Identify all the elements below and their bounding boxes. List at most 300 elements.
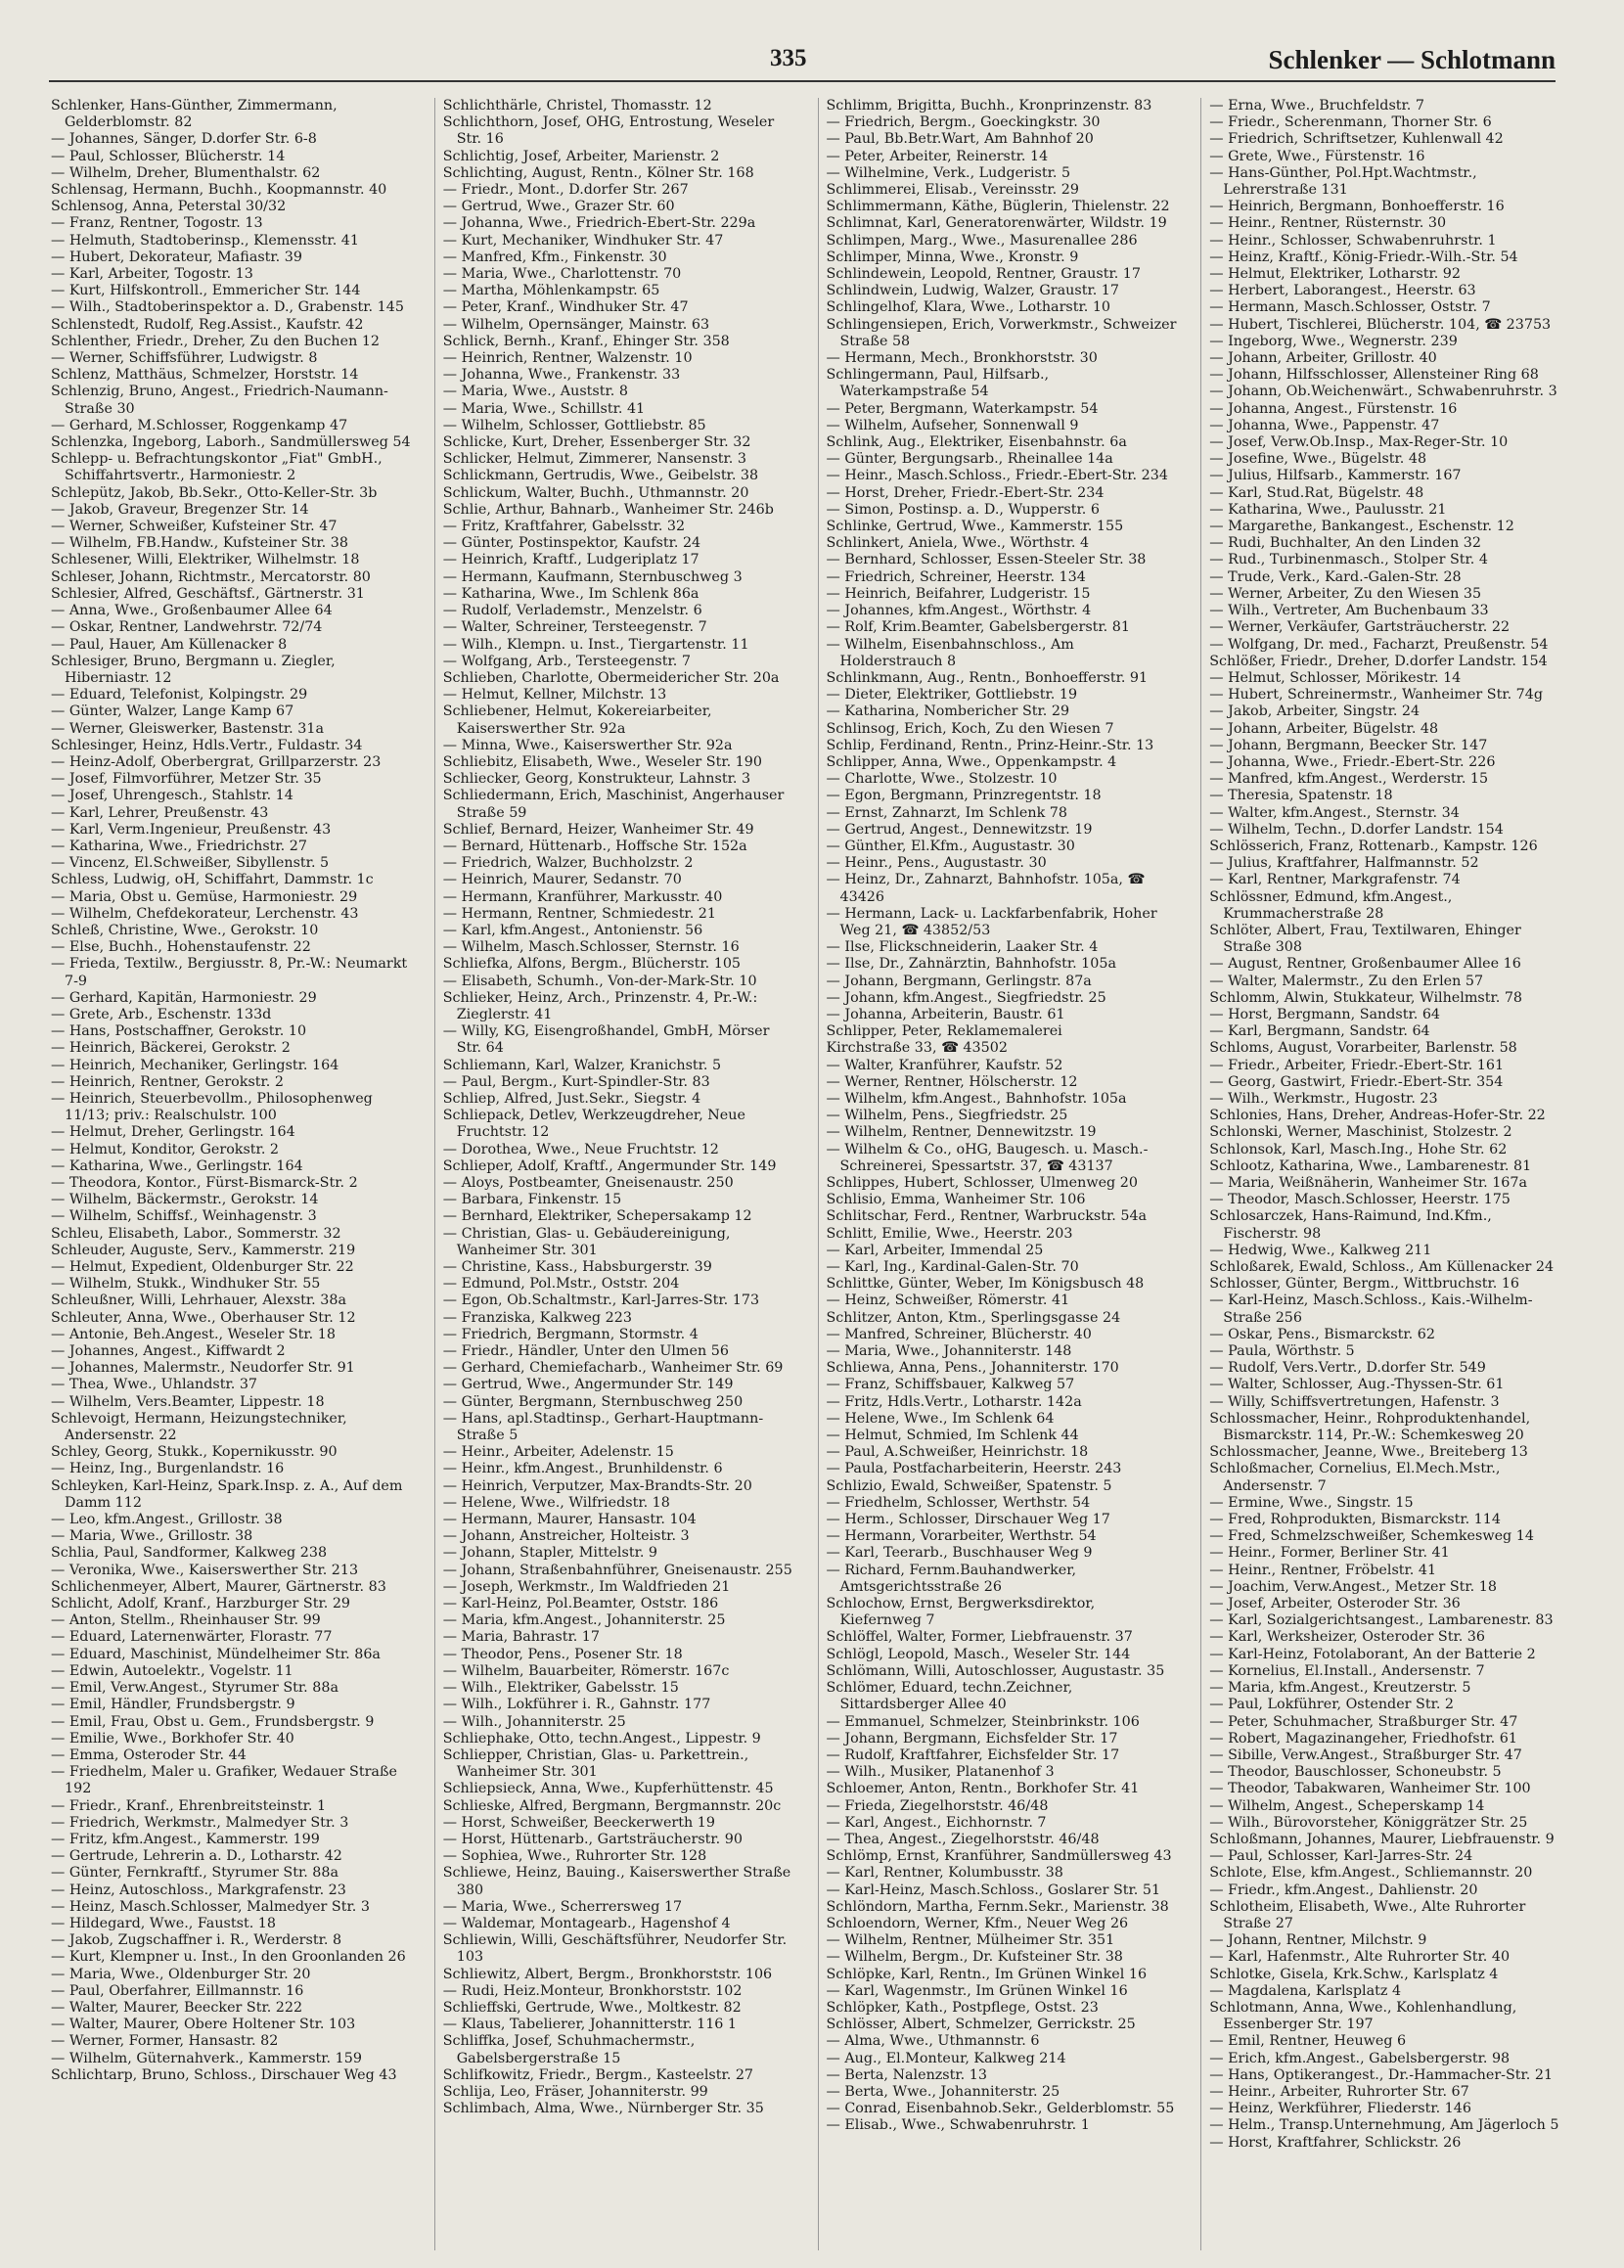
directory-entry: — Christian, Glas- u. Gebäudereinigung, Wanheimer Str. 301 [442, 1225, 731, 1258]
directory-entry: — Johann, Stapler, Mittelstr. 9 [442, 1545, 658, 1562]
directory-entry: — Paul, Bergm., Kurt-Spindler-Str. 83 [442, 1073, 710, 1090]
directory-entry: — Theresia, Spatenstr. 18 [1209, 788, 1393, 804]
directory-entry: — Horst, Bergmann, Sandstr. 64 [1209, 1006, 1441, 1022]
directory-entry: Schlotheim, Elisabeth, Wwe., Alte Ruhrorter Straße 27 [1209, 1898, 1526, 1931]
directory-entry: Schlitschar, Ferd., Rentner, Warbruckstr. 54a [826, 1208, 1148, 1225]
directory-entry: — Fritz, Kraftfahrer, Gabelsstr. 32 [442, 519, 686, 535]
page-header [49, 43, 1556, 82]
directory-entry: Schloßarek, Ewald, Schloss., Am Küllenacker 24 [1209, 1259, 1555, 1276]
directory-entry: Schley, Georg, Stukk., Kopernikusstr. 90 [51, 1444, 338, 1461]
directory-entry: — Paul, Bb.Betr.Wart, Am Bahnhof 20 [826, 131, 1094, 148]
directory-entry: — Maria, kfm.Angest., Johanniterstr. 25 [442, 1612, 726, 1629]
directory-entry: — Aug., El.Monteur, Kalkweg 214 [826, 2050, 1066, 2066]
directory-entry: Schlöndorn, Martha, Fernm.Sekr., Marienstr. 38 [826, 1898, 1169, 1915]
directory-entry: — Heinz, Schweißer, Römerstr. 41 [826, 1293, 1070, 1309]
directory-entry: — Alma, Wwe., Uthmannstr. 6 [826, 2033, 1040, 2050]
directory-entry: Schlosarczek, Hans-Raimund, Ind.Kfm., Fischerstr. 98 [1209, 1208, 1492, 1242]
directory-entry: Schlenz, Matthäus, Schmelzer, Horststr. 14 [51, 367, 359, 384]
directory-entry: — Dorothea, Wwe., Neue Fruchtstr. 12 [442, 1141, 719, 1157]
directory-entry: — Wilhelm, Chefdekorateur, Lerchenstr. 43 [51, 905, 359, 922]
directory-entry: — Wilhelm, Masch.Schlosser, Sternstr. 16 [442, 939, 740, 956]
directory-entry: — Joachim, Verw.Angest., Metzer Str. 18 [1209, 1578, 1497, 1595]
directory-entry: — Günter, Walzer, Lange Kamp 67 [51, 703, 294, 720]
directory-entry: — Johann, Bergmann, Eichsfelder Str. 17 [826, 1730, 1118, 1746]
directory-entry: — Ilse, Flickschneiderin, Laaker Str. 4 [826, 939, 1099, 956]
directory-entry: — Johanna, Wwe., Friedrich-Ebert-Str. 229a [442, 215, 756, 232]
directory-entry: Schlöpke, Karl, Rentn., Im Grünen Winkel 16 [826, 1966, 1148, 1982]
directory-entry: — Maria, Wwe., Charlottenstr. 70 [442, 266, 682, 283]
directory-entry: — Werner, Verkäufer, Gartsträucherstr. 22 [1209, 619, 1511, 636]
directory-entry: — Helmut, Schlosser, Mörikestr. 14 [1209, 669, 1462, 686]
directory-entry: — Hermann, Kaufmann, Sternbuschweg 3 [442, 568, 743, 585]
directory-entry: — Gertrud, Wwe., Angermunder Str. 149 [442, 1377, 734, 1393]
directory-entry: — Heinz, Autoschloss., Markgrafenstr. 23 [51, 1882, 346, 1898]
directory-entry: — Paul, Hauer, Am Küllenacker 8 [51, 636, 288, 653]
directory-entry: — Heinr., Rentner, Fröbelstr. 41 [1209, 1562, 1437, 1578]
directory-entry: Schlichtarp, Bruno, Schloss., Dirschauer Weg 43 [51, 2066, 397, 2083]
directory-entry: — Simon, Postinsp. a. D., Wupperstr. 6 [826, 501, 1100, 518]
directory-entry: — Dieter, Elektriker, Gottliebstr. 19 [826, 687, 1078, 703]
directory-entry: Schlömer, Eduard, techn.Zeichner, Sittardsberger Allee 40 [826, 1680, 1073, 1713]
directory-entry: — Josefine, Wwe., Bügelstr. 48 [1209, 451, 1427, 468]
directory-entry: — Friedrich, Walzer, Buchholzstr. 2 [442, 855, 694, 872]
page-number: 335 [770, 45, 807, 71]
directory-entry: — Franziska, Kalkweg 223 [442, 1309, 632, 1326]
directory-entry: — Walter, kfm.Angest., Sternstr. 34 [1209, 804, 1460, 821]
directory-entry: Schliepper, Christian, Glas- u. Parkettrein., Wanheimer Str. 301 [442, 1746, 749, 1781]
directory-entry: — Berta, Wwe., Johanniterstr. 25 [826, 2083, 1060, 2100]
directory-entry: — Charlotte, Wwe., Stolzestr. 10 [826, 771, 1058, 788]
directory-entry: Schlenstedt, Rudolf, Reg.Assist., Kaufstr. 42 [51, 316, 364, 333]
directory-entry: — Heinr., Arbeiter, Adelenstr. 15 [442, 1444, 674, 1461]
directory-entry: — Gertrude, Lehrerin a. D., Lotharstr. 42 [51, 1848, 342, 1865]
directory-entry: — Leo, kfm.Angest., Grillostr. 38 [51, 1512, 283, 1528]
directory-entry: — Karl-Heinz, Pol.Beamter, Oststr. 186 [442, 1596, 719, 1612]
directory-entry: Schlensog, Anna, Peterstal 30/32 [51, 199, 287, 215]
directory-entry: Schliebitz, Elisabeth, Wwe., Weseler Str. 190 [442, 753, 762, 770]
directory-entry: — Josef, Filmvorführer, Metzer Str. 35 [51, 771, 322, 788]
directory-entry: — Johann, Arbeiter, Grillostr. 40 [1209, 350, 1437, 367]
directory-entry: — Karl-Heinz, Masch.Schloss., Kais.-Wilhelm-Straße 256 [1209, 1293, 1533, 1326]
directory-entry: — Fritz, Hdls.Vertr., Lotharstr. 142a [826, 1393, 1082, 1410]
directory-entry: Schlicht, Adolf, Kranf., Harzburger Str. 29 [51, 1596, 351, 1612]
directory-entry: — Heinrich, Bergmann, Bonhoefferstr. 16 [1209, 199, 1505, 215]
directory-entry: Schlepütz, Jakob, Bb.Sekr., Otto-Keller-Str. 3b [51, 484, 378, 501]
directory-entry: — Karl, Verm.Ingenieur, Preußenstr. 43 [51, 821, 332, 838]
directory-entry: — Maria, Wwe., Schillstr. 41 [442, 400, 646, 417]
column-3 [818, 98, 1180, 2250]
directory-entry: — Eduard, Telefonist, Kolpingstr. 29 [51, 687, 308, 703]
directory-entry: Schlindewein, Leopold, Rentner, Graustr. 17 [826, 266, 1141, 283]
directory-entry: Schlenker, Hans-Günther, Zimmermann, Gelderblomstr. 82 [51, 98, 338, 131]
directory-entry: Schlenzka, Ingeborg, Laborh., Sandmüllersweg 54 [51, 434, 411, 451]
directory-entry: Schlick, Bernh., Kranf., Ehinger Str. 358 [442, 333, 730, 349]
directory-entry: — Hermann, Lack- u. Lackfarbenfabrik, Hoher Weg 21, ☎ 43852/53 [826, 905, 1157, 938]
directory-entry: — Heinrich, Mechaniker, Gerlingstr. 164 [51, 1057, 339, 1073]
directory-entry: Schliephake, Otto, techn.Angest., Lippestr. 9 [442, 1730, 761, 1746]
directory-entry: — Emma, Osteroder Str. 44 [51, 1746, 247, 1763]
directory-entry: — Walter, Schreiner, Tersteegenstr. 7 [442, 619, 707, 636]
directory-entry: — Helmut, Schmied, Im Schlenk 44 [826, 1428, 1079, 1444]
directory-entry: Schlimbach, Alma, Wwe., Nürnberger Str. 35 [442, 2101, 764, 2117]
directory-entry: — Walter, Maurer, Beecker Str. 222 [51, 1999, 303, 2016]
directory-entry: Schlichthorn, Josef, OHG, Entrostung, Weseler Str. 16 [442, 114, 775, 148]
directory-entry: — Thea, Wwe., Uhlandstr. 37 [51, 1377, 258, 1393]
directory-entry: Schlotmann, Anna, Wwe., Kohlenhandlung, Essenberger Str. 197 [1209, 1999, 1517, 2033]
directory-entry: — Rudi, Buchhalter, An den Linden 32 [1209, 535, 1481, 552]
directory-entry: — Elisab., Wwe., Schwabenruhrstr. 1 [826, 2117, 1090, 2134]
directory-entry: Schlöffel, Walter, Former, Liebfrauenstr. 37 [826, 1629, 1133, 1646]
directory-entry: — Hans-Günther, Pol.Hpt.Wachtmstr., Lehrerstraße 131 [1209, 164, 1477, 199]
directory-entry: Schlonsok, Karl, Masch.Ing., Hohe Str. 62 [1209, 1141, 1508, 1157]
directory-entry: — Walter, Kranführer, Kaufstr. 52 [826, 1057, 1063, 1073]
directory-entry: — Rudolf, Vers.Vertr., D.dorfer Str. 549 [1209, 1360, 1486, 1377]
directory-entry: — Jakob, Graveur, Bregenzer Str. 14 [51, 501, 309, 518]
directory-entry: Schless, Ludwig, oH, Schiffahrt, Dammstr. 1c [51, 872, 374, 888]
directory-entry: — Helmut, Expedient, Oldenburger Str. 22 [51, 1259, 354, 1276]
directory-entry: — Paula, Postfacharbeiterin, Heerstr. 243 [826, 1461, 1122, 1477]
directory-entry: — Heinrich, Kraftf., Ludgeriplatz 17 [442, 552, 699, 568]
directory-entry: — Hans, Postschaffner, Gerokstr. 10 [51, 1023, 307, 1040]
directory-entry: Schlichtig, Josef, Arbeiter, Marienstr. 2 [442, 148, 720, 164]
directory-entry: — Wilhelm, kfm.Angest., Bahnhofstr. 105a [826, 1090, 1127, 1107]
directory-entry: — Berta, Nalenzstr. 13 [826, 2066, 987, 2083]
directory-entry: — Johannes, kfm.Angest., Wörthstr. 4 [826, 603, 1092, 619]
directory-entry: — Günter, Postinspektor, Kaufstr. 24 [442, 535, 701, 552]
directory-entry: — Peter, Bergmann, Waterkampstr. 54 [826, 400, 1099, 417]
directory-entry: — Helmut, Kellner, Milchstr. 13 [442, 687, 667, 703]
directory-entry: — Georg, Gastwirt, Friedr.-Ebert-Str. 354 [1209, 1073, 1504, 1090]
directory-entry: — Hubert, Schreinermstr., Wanheimer Str. 74g [1209, 687, 1544, 703]
directory-entry: — Heinrich, Verputzer, Max-Brandts-Str. 20 [442, 1477, 752, 1494]
directory-entry: — Maria, kfm.Angest., Kreutzerstr. 5 [1209, 1680, 1471, 1697]
directory-entry: — Johanna, Wwe., Frankenstr. 33 [442, 367, 681, 384]
directory-entry: Schliefka, Alfons, Bergm., Blücherstr. 105 [442, 956, 742, 973]
directory-entry: — Wilhelm, Dreher, Blumenthalstr. 62 [51, 164, 321, 181]
directory-entry: Schlingelhof, Klara, Wwe., Lotharstr. 10 [826, 299, 1111, 316]
directory-entry: — Heinz, Ing., Burgenlandstr. 16 [51, 1461, 285, 1477]
directory-entry: — Theodor, Masch.Schlosser, Heerstr. 175 [1209, 1192, 1511, 1208]
directory-entry: Schlickmann, Gertrudis, Wwe., Geibelstr. 38 [442, 468, 759, 484]
directory-entry: — Walter, Maurer, Obere Holtener Str. 103 [51, 2017, 356, 2033]
directory-entry: — Klaus, Tabelierer, Johannitterstr. 116 1 [442, 2017, 738, 2033]
directory-entry: — Katharina, Wwe., Im Schlenk 86a [442, 585, 699, 602]
directory-entry: — Wilh., Vertreter, Am Buchenbaum 33 [1209, 603, 1489, 619]
directory-entry: — Gertrud, Angest., Dennewitzstr. 19 [826, 821, 1093, 838]
directory-entry: — Erna, Wwe., Bruchfeldstr. 7 [1209, 98, 1424, 113]
directory-entry: — Rudolf, Verlademstr., Menzelstr. 6 [442, 603, 702, 619]
directory-entry: Schliedermann, Erich, Maschinist, Angerhauser Straße 59 [442, 788, 785, 821]
directory-entry: — Johannes, Sänger, D.dorfer Str. 6-8 [51, 131, 317, 148]
directory-entry: Schlingermann, Paul, Hilfsarb., Waterkampstraße 54 [826, 367, 1050, 400]
directory-entry: — Helmut, Dreher, Gerlingstr. 164 [51, 1124, 295, 1141]
directory-entry: — Rud., Turbinenmasch., Stolper Str. 4 [1209, 552, 1488, 568]
directory-entry: — Frieda, Ziegelhorststr. 46/48 [826, 1797, 1049, 1814]
directory-entry: — Wilhelm & Co., oHG, Baugesch. u. Masch.-Schreinerei, Spessartstr. 37, ☎ 43137 [826, 1141, 1149, 1174]
directory-entry: Schliepsieck, Anna, Wwe., Kupferhüttenstr. 45 [442, 1781, 774, 1797]
directory-entry: Schleuder, Auguste, Serv., Kammerstr. 219 [51, 1242, 356, 1258]
directory-entry: — Hubert, Tischlerei, Blücherstr. 104, ☎ 23753 [1209, 316, 1552, 333]
directory-entry: — Eduard, Maschinist, Mündelheimer Str. 86a [51, 1646, 381, 1662]
directory-entry: — Wilhelm, Stukk., Windhuker Str. 55 [51, 1276, 321, 1293]
directory-entry: — Werner, Former, Hansastr. 82 [51, 2033, 279, 2050]
directory-entry: — Johann, kfm.Angest., Siegfriedstr. 25 [826, 989, 1106, 1006]
directory-entry: Schlosser, Günter, Bergm., Wittbruchstr. 16 [1209, 1276, 1520, 1293]
directory-entry: — Aloys, Postbeamter, Gneisenaustr. 250 [442, 1175, 734, 1191]
directory-entry: Schlimpen, Marg., Wwe., Masurenallee 286 [826, 232, 1138, 249]
directory-entry: — Antonie, Beh.Angest., Weseler Str. 18 [51, 1326, 336, 1342]
directory-entry: — Friedrich, Bergm., Goeckingkstr. 30 [826, 114, 1101, 131]
directory-entry: Schloms, August, Vorarbeiter, Barlenstr. 58 [1209, 1040, 1517, 1057]
directory-entry: — Kurt, Hilfskontroll., Emmericher Str. 144 [51, 283, 361, 299]
directory-entry: — Oskar, Pens., Bismarckstr. 62 [1209, 1326, 1435, 1342]
directory-entry: — Anna, Wwe., Großenbaumer Allee 64 [51, 603, 333, 619]
directory-entry: — Wilhelm, Aufseher, Sonnenwall 9 [826, 417, 1079, 433]
directory-entry: — Helm., Transp.Unternehmung, Am Jägerloch 5 [1209, 2117, 1559, 2134]
directory-entry: — Heinrich, Maurer, Sedanstr. 70 [442, 872, 682, 888]
directory-entry: Schliewitz, Albert, Bergm., Bronkhorststr. 106 [442, 1966, 773, 1982]
directory-entry: — Walter, Schlosser, Aug.-Thyssen-Str. 61 [1209, 1377, 1505, 1393]
directory-entry: — Bernhard, Elektriker, Schepersakamp 12 [442, 1208, 752, 1225]
directory-entry: — Wilhelmine, Verk., Ludgeristr. 5 [826, 164, 1071, 181]
directory-entry: — Ingeborg, Wwe., Wegnerstr. 239 [1209, 333, 1458, 349]
directory-entry: — Helmuth, Stadtoberinsp., Klemensstr. 41 [51, 232, 359, 249]
directory-entry: — Manfred, kfm.Angest., Werderstr. 15 [1209, 771, 1489, 788]
directory-entry: — Paula, Wörthstr. 5 [1209, 1343, 1355, 1360]
directory-entry: Kirchstraße 33, ☎ 43502 [826, 1040, 1008, 1057]
directory-entry: — Fred, Rohprodukten, Bismarckstr. 114 [1209, 1512, 1501, 1528]
directory-entry: — Maria, Wwe., Scherrersweg 17 [442, 1898, 683, 1915]
directory-entry: — Wilhelm, Vers.Beamter, Lippestr. 18 [51, 1393, 325, 1410]
directory-entry: — Heinz, Dr., Zahnarzt, Bahnhofstr. 105a, ☎ 43426 [826, 872, 1146, 905]
directory-entry: — Johann, Straßenbahnführer, Gneisenaustr. 255 [442, 1562, 792, 1578]
directory-entry: — Horst, Dreher, Friedr.-Ebert-Str. 234 [826, 484, 1105, 501]
directory-entry: — Paul, A.Schweißer, Heinrichstr. 18 [826, 1444, 1089, 1461]
directory-entry: — Karl-Heinz, Fotolaborant, An der Batterie 2 [1209, 1646, 1536, 1662]
directory-entry: Schlie, Arthur, Bahnarb., Wanheimer Str. 246b [442, 501, 774, 518]
directory-entry: Schlootz, Katharina, Wwe., Lambarenestr. 81 [1209, 1157, 1532, 1174]
directory-entry: — Emilie, Wwe., Borkhofer Str. 40 [51, 1730, 294, 1746]
directory-entry: — Heinz, Werkführer, Fliederstr. 146 [1209, 2101, 1471, 2117]
directory-entry: Schlimm, Brigitta, Buchh., Kronprinzenstr. 83 [826, 98, 1152, 113]
directory-entry: Schlieske, Alfred, Bergmann, Bergmannstr. 20c [442, 1797, 782, 1814]
directory-entry: — Thea, Angest., Ziegelhorststr. 46/48 [826, 1831, 1100, 1847]
directory-entry: Schliffka, Josef, Schuhmachermstr., Gabelsbergerstraße 15 [442, 2033, 696, 2066]
directory-entry: Schlindwein, Ludwig, Walzer, Graustr. 17 [826, 283, 1119, 299]
directory-entry: Schliepack, Detlev, Werkzeugdreher, Neue Fruchtstr. 12 [442, 1108, 745, 1141]
directory-entry: — Wilhelm, Schlosser, Gottliebstr. 85 [442, 417, 706, 433]
directory-entry: — Peter, Schuhmacher, Straßburger Str. 47 [1209, 1713, 1518, 1730]
directory-entry: — Johann, Hilfsschlosser, Allensteiner Ring 68 [1209, 367, 1539, 384]
directory-entry: — Paul, Lokführer, Ostender Str. 2 [1209, 1697, 1455, 1713]
directory-entry: Schlia, Paul, Sandformer, Kalkweg 238 [51, 1545, 328, 1562]
directory-entry: — Hermann, Masch.Schlosser, Oststr. 7 [1209, 299, 1491, 316]
directory-entry: Schlenther, Friedr., Dreher, Zu den Buchen 12 [51, 333, 381, 349]
directory-entry: Schloßmacher, Cornelius, El.Mech.Mstr., Andersenstr. 7 [1209, 1461, 1501, 1494]
directory-entry: Schleß, Christine, Wwe., Gerokstr. 10 [51, 922, 319, 938]
directory-entry: Schlevoigt, Hermann, Heizungstechniker, Andersenstr. 22 [51, 1410, 347, 1444]
directory-entry: Schlote, Else, kfm.Angest., Schliemannstr. 20 [1209, 1865, 1533, 1882]
directory-entry: — Johanna, Wwe., Friedr.-Ebert-Str. 226 [1209, 753, 1496, 770]
directory-entry: Schlinkmann, Aug., Rentn., Bonhoefferstr. 91 [826, 669, 1149, 686]
directory-entry: Schlichting, August, Rentn., Kölner Str. 168 [442, 164, 754, 181]
directory-entry: — Theodor, Bauschlosser, Schoneubstr. 5 [1209, 1764, 1502, 1781]
directory-entry: — Heinr., Former, Berliner Str. 41 [1209, 1545, 1450, 1562]
directory-entry: — Wolfgang, Dr. med., Facharzt, Preußenstr. 54 [1209, 636, 1549, 653]
directory-entry: Schliewin, Willi, Geschäftsführer, Neudorfer Str. 103 [442, 1932, 788, 1966]
directory-entry: — Wilhelm, FB.Handw., Kufsteiner Str. 38 [51, 535, 348, 552]
directory-entry: — Karl, Stud.Rat, Bügelstr. 48 [1209, 484, 1424, 501]
directory-entry: Schliewe, Heinz, Bauing., Kaiserswerther Straße 380 [442, 1865, 791, 1898]
directory-entry: Schlomm, Alwin, Stukkateur, Wilhelmstr. 78 [1209, 989, 1523, 1006]
directory-entry: — Hans, Optikerangest., Dr.-Hammacher-Str. 21 [1209, 2066, 1554, 2083]
directory-entry: Schlöpker, Kath., Postpflege, Ostst. 23 [826, 1999, 1099, 2016]
directory-entry: — Werner, Arbeiter, Zu den Wiesen 35 [1209, 585, 1482, 602]
directory-entry: — Heinr., Schlosser, Schwabenruhrstr. 1 [1209, 232, 1497, 249]
directory-entry: — Richard, Fernm.Bauhandwerker, Amtsgerichtsstraße 26 [826, 1562, 1077, 1595]
directory-entry: — Johann, Bergmann, Beecker Str. 147 [1209, 737, 1488, 753]
directory-entry: — Rudolf, Kraftfahrer, Eichsfelder Str. 17 [826, 1746, 1120, 1763]
directory-entry: — Trude, Verk., Kard.-Galen-Str. 28 [1209, 568, 1462, 585]
directory-entry: Schleuter, Anna, Wwe., Oberhauser Str. 12 [51, 1309, 356, 1326]
directory-entry: — Edmund, Pol.Mstr., Oststr. 204 [442, 1276, 680, 1293]
directory-entry: — Emmanuel, Schmelzer, Steinbrinkstr. 106 [826, 1713, 1140, 1730]
directory-entry: — Friedr., Arbeiter, Friedr.-Ebert-Str. 161 [1209, 1057, 1505, 1073]
directory-entry: — Gertrud, Wwe., Grazer Str. 60 [442, 199, 675, 215]
directory-entry: Schlittke, Günter, Weber, Im Königsbusch 48 [826, 1276, 1145, 1293]
directory-entry: Schlinke, Gertrud, Wwe., Kammerstr. 155 [826, 519, 1124, 535]
directory-entry: — Katharina, Wwe., Friedrichstr. 27 [51, 838, 307, 854]
directory-entry: — Ermine, Wwe., Singstr. 15 [1209, 1494, 1414, 1511]
directory-entry: — Horst, Kraftfahrer, Schlickstr. 26 [1209, 2134, 1462, 2151]
directory-entry: — Jakob, Zugschaffner i. R., Werderstr. 8 [51, 1932, 342, 1949]
directory-entry: — Friedhelm, Maler u. Grafiker, Wedauer Straße 192 [51, 1764, 397, 1797]
directory-entry: — Helene, Wwe., Wilfriedstr. 18 [442, 1494, 670, 1511]
directory-entry: — Karl-Heinz, Masch.Schloss., Goslarer Str. 51 [826, 1882, 1161, 1898]
directory-entry: Schlimmerei, Elisab., Vereinsstr. 29 [826, 182, 1079, 199]
directory-entry: Schlija, Leo, Fräser, Johanniterstr. 99 [442, 2083, 708, 2100]
directory-entry: Schlößer, Friedr., Dreher, D.dorfer Landstr. 154 [1209, 653, 1548, 669]
directory-entry: Schlochow, Ernst, Bergwerksdirektor, Kiefernweg 7 [826, 1596, 1096, 1629]
directory-entry: — Johann, Rentner, Milchstr. 9 [1209, 1932, 1427, 1949]
directory-entry: Schlip, Ferdinand, Rentn., Prinz-Heinr.-Str. 13 [826, 737, 1154, 753]
directory-entry: — Veronika, Wwe., Kaiserswerther Str. 213 [51, 1562, 359, 1578]
directory-entry: — Heinrich, Steuerbevollm., Philosophenweg 11/13; priv.: Realschulstr. 100 [51, 1090, 373, 1124]
directory-entry: — Wilh., Werkmstr., Hugostr. 23 [1209, 1090, 1438, 1107]
directory-entry: — Robert, Magazinangeher, Friedhofstr. 61 [1209, 1730, 1517, 1746]
directory-entry: — Karl, Arbeiter, Immendal 25 [826, 1242, 1044, 1258]
directory-entry: Schlöter, Albert, Frau, Textilwaren, Ehinger Straße 308 [1209, 922, 1521, 956]
directory-entry: — Hermann, Vorarbeiter, Werthstr. 54 [826, 1528, 1097, 1545]
directory-entry: — Johannes, Angest., Kiffwardt 2 [51, 1343, 286, 1360]
directory-entry: — Anton, Stellm., Rheinhauser Str. 99 [51, 1612, 321, 1629]
directory-entry: — Gerhard, Kapitän, Harmoniestr. 29 [51, 989, 317, 1006]
directory-entry: — Friedrich, Werkmstr., Malmedyer Str. 3 [51, 1814, 349, 1831]
directory-entry: — Friedrich, Schriftsetzer, Kuhlenwall 42 [1209, 131, 1504, 148]
running-head: Schlenker — Schlotmann [1268, 45, 1556, 74]
directory-entry: — Karl, Angest., Eichhornstr. 7 [826, 1814, 1047, 1831]
directory-entry: — Edwin, Autoelektr., Vogelstr. 11 [51, 1662, 293, 1679]
directory-entry: Schlesiger, Bruno, Bergmann u. Ziegler, Hiberniastr. 12 [51, 653, 336, 686]
directory-entry: — Heinz, Masch.Schlosser, Malmedyer Str. 3 [51, 1898, 370, 1915]
directory-entry: — Friedr., Händler, Unter den Ulmen 56 [442, 1343, 729, 1360]
directory-entry: — Friedr., Mont., D.dorfer Str. 267 [442, 182, 689, 199]
directory-entry: — Heinr., Arbeiter, Ruhrorter Str. 67 [1209, 2083, 1469, 2100]
directory-entry: Schlieffski, Gertrude, Wwe., Moltkestr. 82 [442, 1999, 742, 2016]
directory-entry: — Hermann, Kranführer, Markusstr. 40 [442, 888, 723, 905]
directory-entry: — Walter, Malermstr., Zu den Erlen 57 [1209, 973, 1484, 989]
directory-entry: Schlesener, Willi, Elektriker, Wilhelmstr. 18 [51, 552, 360, 568]
directory-entry: — Wilhelm, Bergm., Dr. Kufsteiner Str. 38 [826, 1949, 1123, 1966]
directory-entry: — Friedr., Scherenmann, Thorner Str. 6 [1209, 114, 1492, 131]
directory-entry: — Karl, Rentner, Markgrafenstr. 74 [1209, 872, 1461, 888]
header-rule [49, 80, 1556, 82]
directory-entry: — Wilh., Musiker, Platanenhof 3 [826, 1764, 1055, 1781]
directory-entry: Schlimmermann, Käthe, Büglerin, Thielenstr. 22 [826, 199, 1170, 215]
directory-entry: — Johann, Bergmann, Gerlingstr. 87a [826, 973, 1092, 989]
directory-entry: Schlesinger, Heinz, Hdls.Vertr., Fuldastr. 34 [51, 737, 363, 753]
directory-entry: — Wolfgang, Arb., Tersteegenstr. 7 [442, 653, 691, 669]
directory-entry: — Günter, Fernkraftf., Styrumer Str. 88a [51, 1865, 339, 1882]
directory-entry: — Gerhard, Chemiefacharb., Wanheimer Str. 69 [442, 1360, 784, 1377]
directory-entry: — Hildegard, Wwe., Faustst. 18 [51, 1915, 276, 1931]
directory-entry: — Wilhelm, Rentner, Mülheimer Str. 351 [826, 1932, 1115, 1949]
directory-entry: — Werner, Rentner, Hölscherstr. 12 [826, 1073, 1078, 1090]
directory-entry: Schloßmann, Johannes, Maurer, Liebfrauenstr. 9 [1209, 1831, 1555, 1847]
directory-entry: — Else, Buchh., Hohenstaufenstr. 22 [51, 939, 311, 956]
directory-entry: — Peter, Kranf., Windhuker Str. 47 [442, 299, 689, 316]
directory-entry: — Grete, Wwe., Fürstenstr. 16 [1209, 148, 1425, 164]
directory-entry: Schloendorn, Werner, Kfm., Neuer Weg 26 [826, 1915, 1129, 1931]
directory-entry: — Wilh., Bürovorsteher, Königgrätzer Str. 25 [1209, 1814, 1528, 1831]
directory-entry: — Gerhard, M.Schlosser, Roggenkamp 47 [51, 417, 348, 433]
directory-entry: Schliep, Alfred, Just.Sekr., Siegstr. 4 [442, 1090, 701, 1107]
directory-entry: — Heinrich, Rentner, Gerokstr. 2 [51, 1073, 284, 1090]
directory-entry: — Julius, Hilfsarb., Kammerstr. 167 [1209, 468, 1462, 484]
directory-entry: Schlonies, Hans, Dreher, Andreas-Hofer-Str. 22 [1209, 1108, 1546, 1124]
directory-entry: — Josef, Uhrengesch., Stahlstr. 14 [51, 788, 293, 804]
directory-entry: — Katharina, Nombericher Str. 29 [826, 703, 1070, 720]
directory-entry: — Jakob, Arbeiter, Singstr. 24 [1209, 703, 1421, 720]
directory-entry: — Rudi, Heiz.Monteur, Bronkhorststr. 102 [442, 1982, 743, 1999]
directory-entry: — Heinr., kfm.Angest., Brunhildenstr. 6 [442, 1461, 723, 1477]
directory-entry: — Kurt, Klempner u. Inst., In den Groonlanden 26 [51, 1949, 406, 1966]
directory-entry: — Wilhelm, Opernsänger, Mainstr. 63 [442, 316, 710, 333]
directory-entry: — Franz, Rentner, Togostr. 13 [51, 215, 263, 232]
directory-entry: — Sophiea, Wwe., Ruhrorter Str. 128 [442, 1848, 707, 1865]
directory-entry: — Karl, Hafenmstr., Alte Ruhrorter Str. 40 [1209, 1949, 1511, 1966]
directory-entry: — Heinz-Adolf, Oberbergrat, Grillparzerstr. 23 [51, 753, 382, 770]
directory-entry: — Maria, Weißnäherin, Wanheimer Str. 167a [1209, 1175, 1528, 1191]
directory-entry: — Fred, Schmelzschweißer, Schemkesweg 14 [1209, 1528, 1534, 1545]
directory-entry: Schlepp- u. Befrachtungskontor „Fiat" GmbH., Schiffahrtsvertr., Harmoniestr. 2 [51, 451, 383, 484]
column-2 [434, 98, 796, 2250]
directory-entry: — Grete, Arb., Eschenstr. 133d [51, 1006, 272, 1022]
directory-entry: Schlieper, Adolf, Kraftf., Angermunder Str. 149 [442, 1157, 777, 1174]
directory-entry: — Karl, Bergmann, Sandstr. 64 [1209, 1023, 1430, 1040]
directory-entry: — Karl, Lehrer, Preußenstr. 43 [51, 804, 269, 821]
directory-entry: Schliecker, Georg, Konstrukteur, Lahnstr. 3 [442, 771, 751, 788]
directory-entry: — Wilh., Stadtoberinspektor a. D., Grabenstr. 145 [51, 299, 404, 316]
directory-entry: — Vincenz, El.Schweißer, Sibyllenstr. 5 [51, 855, 330, 872]
directory-entry: Schlief, Bernard, Heizer, Wanheimer Str. 49 [442, 821, 754, 838]
directory-entry: — Friedr., Kranf., Ehrenbreitsteinstr. 1 [51, 1797, 327, 1814]
directory-entry: Schliebener, Helmut, Kokereiarbeiter, Kaiserswerther Str. 92a [442, 703, 712, 737]
directory-entry: — Christine, Kass., Habsburgerstr. 39 [442, 1259, 712, 1276]
directory-entry: — Wilh., Lokführer i. R., Gahnstr. 177 [442, 1697, 711, 1713]
column-1 [51, 98, 413, 2250]
directory-entry: — Theodor, Tabakwaren, Wanheimer Str. 100 [1209, 1781, 1531, 1797]
